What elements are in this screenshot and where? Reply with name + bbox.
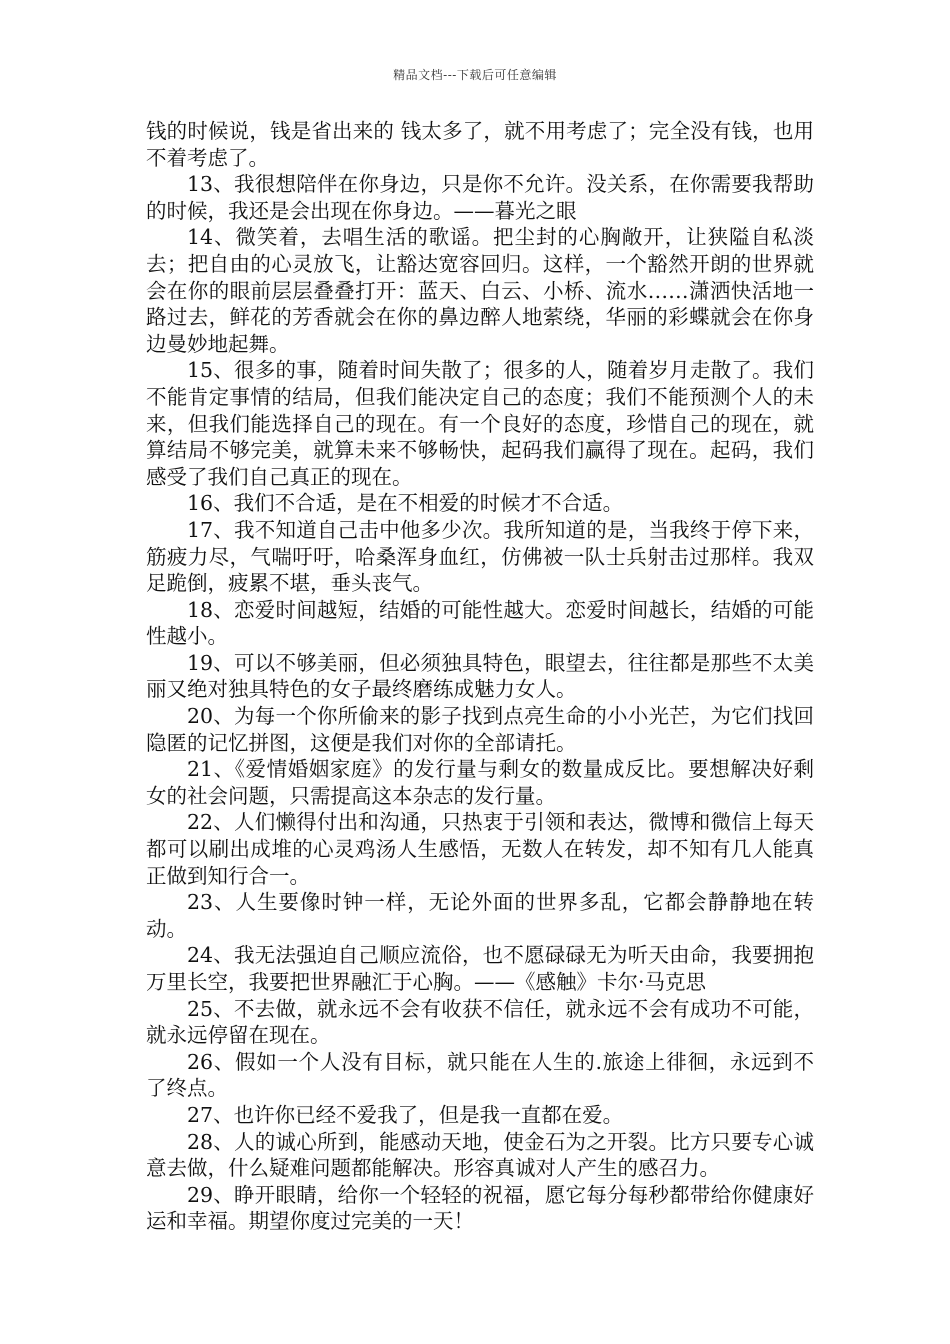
- paragraph: 21、《爱情婚姻家庭》的发行量与剩女的数量成反比。要想解决好剩女的社会问题，只需提高这本杂志的发行量。: [146, 757, 814, 808]
- paragraph: 13、我很想陪伴在你身边，只是你不允许。没关系，在你需要我帮助的时候，我还是会出现在你身边。——暮光之眼: [146, 172, 814, 223]
- paragraph: 19、可以不够美丽，但必须独具特色，眼望去，往往都是那些不太美丽又绝对独具特色的女子最终磨练成魅力女人。: [146, 650, 814, 702]
- document-body: [146, 118, 814, 1235]
- paragraph: 27、也许你已经不爱我了，但是我一直都在爱。: [187, 1102, 624, 1127]
- paragraph: 23、人生要像时钟一样，无论外面的世界多乱，它都会静静地在转动。: [146, 890, 814, 941]
- paragraph: 28、人的诚心所到，能感动天地，使金石为之开裂。比方只要专心诚意去做，什么疑难问题都能解决。形容真诚对人产生的感召力。: [146, 1129, 814, 1181]
- paragraph: 14、微笑着，去唱生活的歌谣。把尘封的心胸敞开，让狭隘自私淡去；把自由的心灵放飞，让豁达宽容回归。这样，一个豁然开朗的世界就会在你的眼前层层叠叠打开：蓝天、白云、小桥、流水……潇洒快活地一路过去，鲜花的芳香就会在你的鼻边醉人地萦绕，华丽的彩蝶就会在你身边曼妙地起舞。: [146, 225, 814, 356]
- paragraph: 24、我无法强迫自己顺应流俗，也不愿碌碌无为听天由命，我要拥抱万里长空，我要把世界融汇于心胸。——《感触》卡尔·马克思: [146, 943, 814, 994]
- paragraph: 15、很多的事，随着时间失散了；很多的人，随着岁月走散了。我们不能肯定事情的结局，但我们能决定自己的态度；我们不能预测个人的未来，但我们能选择自己的现在。有一个良好的态度，珍惜自己的现在，就算结局不够完美，就算未来不够畅快，起码我们赢得了现在。起码，我们感受了我们自己真正的现在。: [146, 358, 814, 489]
- paragraph: 18、恋爱时间越短，结婚的可能性越大。恋爱时间越长，结婚的可能性越小。: [146, 597, 814, 649]
- paragraph: 29、睁开眼睛，给你一个轻轻的祝福，愿它每分每秒都带给你健康好运和幸福。期望你度过完美的一天！: [146, 1182, 814, 1234]
- paragraph: 钱的时候说，钱是省出来的 钱太多了，就不用考虑了；完全没有钱，也用不着考虑了。: [146, 119, 814, 170]
- paragraph: 25、不去做，就永远不会有收获不信任，就永远不会有成功不可能，就永远停留在现在。: [146, 996, 814, 1048]
- paragraph: 26、假如一个人没有目标，就只能在人生的.旅途上徘徊，永远到不了终点。: [146, 1049, 814, 1101]
- paragraph: 16、我们不合适，是在不相爱的时候才不合适。: [187, 491, 624, 516]
- paragraph: 17、我不知道自己击中他多少次。我所知道的是，当我终于停下来，筋疲力尽，气喘吁吁，哈桑浑身血红，仿佛被一队士兵射击过那样。我双足跪倒，疲累不堪，垂头丧气。: [146, 517, 814, 596]
- page-header: 精品文档---下载后可任意编辑: [393, 68, 557, 82]
- paragraph: 20、为每一个你所偷来的影子找到点亮生命的小小光芒，为它们找回隐匿的记忆拼图，这便是我们对你的全部请托。: [146, 704, 814, 755]
- paragraph: 22、人们懒得付出和沟通，只热衷于引领和表达，微博和微信上每天都可以刷出成堆的心灵鸡汤人生感悟，无数人在转发，却不知有几人能真正做到知行合一。: [146, 810, 814, 888]
